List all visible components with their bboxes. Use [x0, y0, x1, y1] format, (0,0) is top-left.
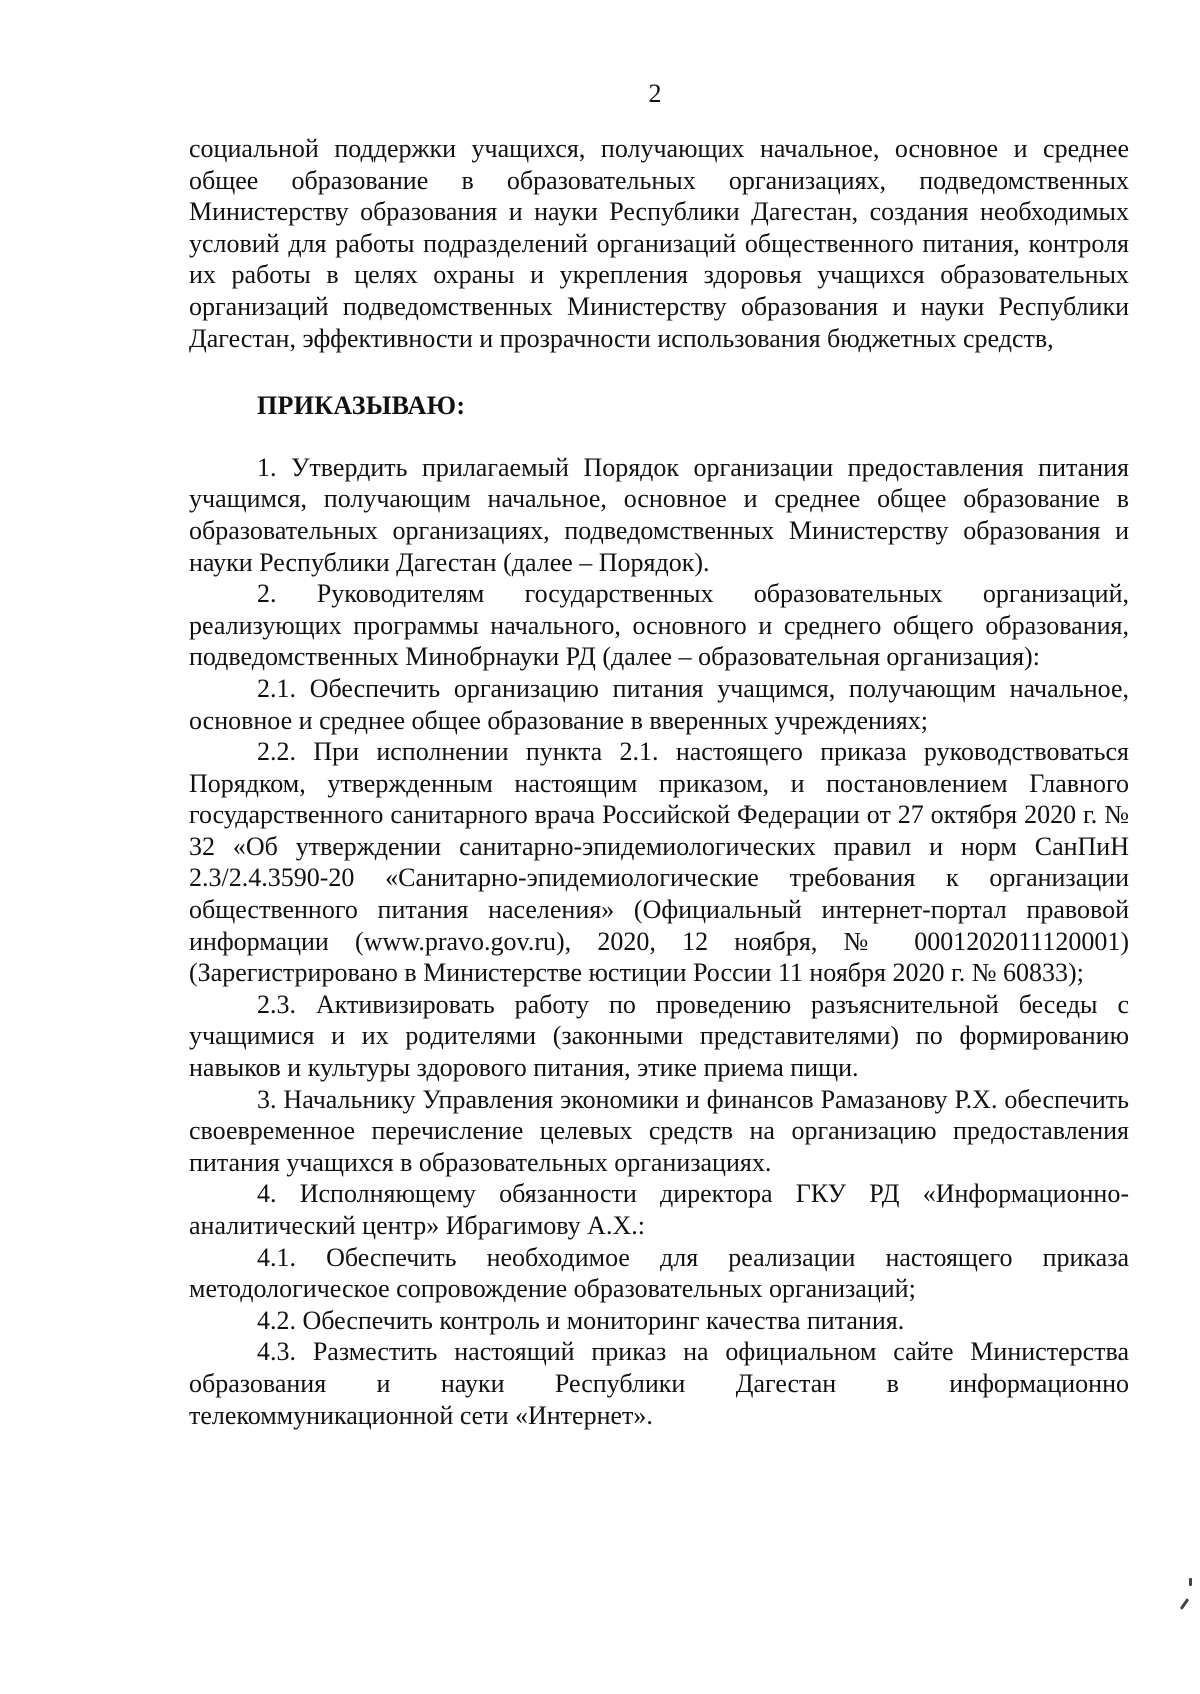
- item-4-2: 4.2. Обеспечить контроль и мониторинг качества питания.: [257, 1305, 905, 1335]
- item-1: 1. Утвердить прилагаемый Порядок организации предоставления питания учащимся, получающим начальное, основное и среднее общее образование в образовательных организациях, подведомственных Министерству образования и науки Республики Дагестан (далее – Порядок).: [189, 452, 1129, 577]
- item-4-3: 4.3. Разместить настоящий приказ на официальном сайте Министерства образования и науки Республики Дагестан в информационно телекоммуникационной сети «Интернет».: [189, 1337, 1129, 1430]
- intro-paragraph: социальной поддержки учащихся, получающих начальное, основное и среднее общее образование в образовательных организациях, подведомственных Министерству образования и науки Республики Дагестан, создания необходимых условий для работы подразделений организаций общественного питания, контроля их работы в целях охраны и укрепления здоровья учащихся образовательных организаций подведомственных Министерству образования и науки Республики Дагестан, эффективности и прозрачности использования бюджетных средств,: [189, 134, 1129, 353]
- document-body: [189, 133, 1129, 1431]
- scan-mark: [1180, 1598, 1189, 1610]
- item-2-2: 2.2. При исполнении пункта 2.1. настоящего приказа руководствоваться Порядком, утвержденным настоящим приказом, и постановлением Главного государственного санитарного врача Российской Федерации от 27 октября 2020 г. № 32 «Об утверждении санитарно-эпидемиологических правил и норм СанПиН 2.3/2.4.3590-20 «Санитарно-эпидемиологические требования к организации общественного питания населения» (Официальный интернет-портал правовой информации (www.pravo.gov.ru), 2020, 12 ноября, № 0001202011120001) (Зарегистрировано в Министерстве юстиции России 11 ноября 2020 г. № 60833);: [189, 737, 1129, 988]
- item-3: 3. Начальнику Управления экономики и финансов Рамазанову Р.Х. обеспечить своевременное перечисление целевых средств на организацию предоставления питания учащихся в образовательных организациях.: [189, 1084, 1129, 1177]
- page-number: 2: [648, 79, 662, 108]
- decree-heading: ПРИКАЗЫВАЮ:: [257, 391, 466, 421]
- item-4-1: 4.1. Обеспечить необходимое для реализации настоящего приказа методологическое сопровождение образовательных организаций;: [189, 1242, 1129, 1304]
- item-2-1: 2.1. Обеспечить организацию питания учащимся, получающим начальное, основное и среднее общее образование в вверенных учреждениях;: [189, 673, 1129, 735]
- item-4: 4. Исполняющему обязанности директора ГКУ РД «Информационно-аналитический центр» Ибрагимову А.Х.:: [189, 1179, 1129, 1240]
- item-2-3: 2.3. Активизировать работу по проведению разъяснительной беседы с учащимися и их родителями (законными представителями) по формированию навыков и культуры здорового питания, этике приема пищи.: [189, 989, 1129, 1083]
- scan-mark: [1189, 1578, 1192, 1586]
- item-2: 2. Руководителям государственных образовательных организаций, реализующих программы начального, основного и среднего общего образования, подведомственных Минобрнауки РД (далее – образовательная организация):: [189, 579, 1129, 672]
